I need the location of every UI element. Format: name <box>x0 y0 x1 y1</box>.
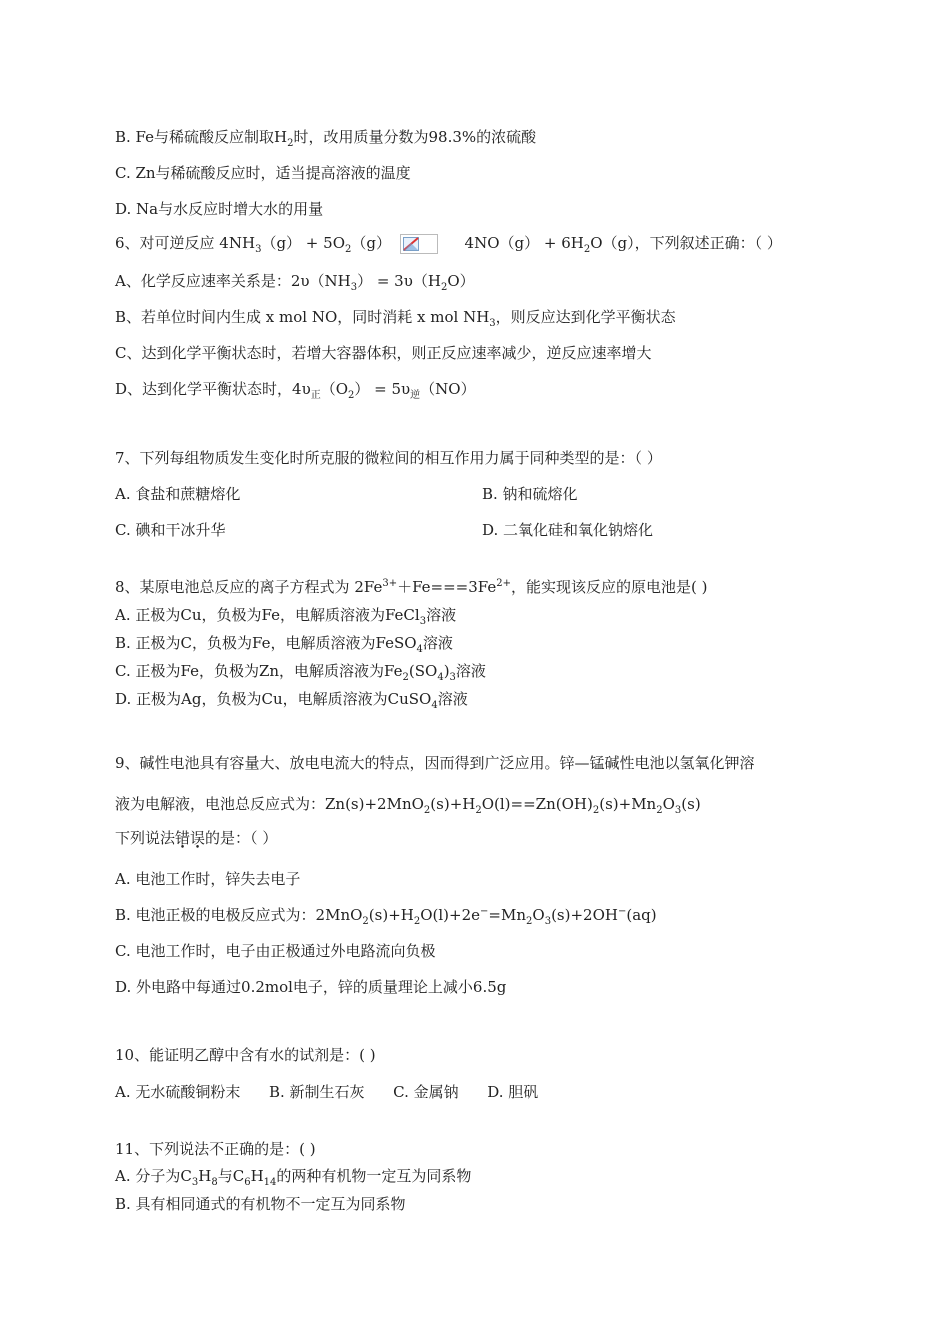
q9-stem-line2: 液为电解液，电池总反应式为：$Zn(s)+2MnO_2(s)+H_2O(l)==Zn(OH)_2(s)+Mn_2O_3(s)$ <box>115 795 701 816</box>
q10-stem: 10、能证明乙醇中含有水的试剂是：( ) <box>115 1046 376 1064</box>
q8-option-d: D. 正极为Ag，负极为Cu，电解质溶液为CuSO$_4$溶液 <box>115 690 468 711</box>
q7-option-c: C. 碘和干冰升华 <box>115 521 226 539</box>
q9-stem-line3: 下列说法错误的是：（ ） <box>115 829 278 847</box>
q6-option-a: A、化学反应速率关系是：$2\upsilon(NH_3) = 3\upsilon(H_2O)$ <box>115 272 475 293</box>
q6-option-c: C、达到化学平衡状态时，若增大容器体积，则正反应速率减少，逆反应速率增大 <box>115 344 652 362</box>
q5-option-d: D. Na与水反应时增大水的用量 <box>115 200 324 218</box>
q6-option-d: D、达到化学平衡状态时，$4\upsilon_正(O_2) = 5\upsilon_逆(NO)$ <box>115 380 476 401</box>
q7-option-a: A. 食盐和蔗糖熔化 <box>115 485 241 503</box>
q7-option-b: B. 钠和硫熔化 <box>482 485 578 503</box>
q5-option-b: B. Fe与稀硫酸反应制取$H_2$时，改用质量分数为98.3%的浓硫酸 <box>115 128 537 149</box>
q9-stem-line1: 9、碱性电池具有容量大、放电电流大的特点，因而得到广泛应用。锌—锰碱性电池以氢氧化钾溶 <box>115 754 755 772</box>
reversible-arrow-image <box>400 234 438 254</box>
q7-option-d: D. 二氧化硅和氧化钠熔化 <box>482 521 654 539</box>
broken-image-icon <box>403 237 419 251</box>
q10-options: A. 无水硫酸铜粉末 B. 新制生石灰 C. 金属钠 D. 胆矾 <box>115 1083 539 1101</box>
q5-option-c: C. Zn与稀硫酸反应时，适当提高溶液的温度 <box>115 164 411 182</box>
q11-option-a: A. 分子为$C_3H_8$与$C_6H_{14}$的两种有机物一定互为同系物 <box>115 1167 472 1188</box>
q9-option-b: B. 电池正极的电极反应式为：$2MnO_2(s)+H_2O(l)+2e^-=Mn_2O_3(s)+2OH^-(aq)$ <box>115 906 657 927</box>
q9-option-d: D. 外电路中每通过0.2mol电子，锌的质量理论上减小6.5g <box>115 978 507 996</box>
q8-option-b: B. 正极为C，负极为Fe，电解质溶液为FeSO$_4$溶液 <box>115 634 453 655</box>
q7-stem: 7、下列每组物质发生变化时所克服的微粒间的相互作用力属于同种类型的是：（ ） <box>115 449 662 467</box>
q9-option-a: A. 电池工作时，锌失去电子 <box>115 870 301 888</box>
q8-option-c: C. 正极为Fe，负极为Zn，电解质溶液为$Fe_2(SO_4)_3$溶液 <box>115 662 486 683</box>
q11-stem: 11、下列说法不正确的是：( ) <box>115 1140 316 1158</box>
q9-option-c: C. 电池工作时，电子由正极通过外电路流向负极 <box>115 942 436 960</box>
q11-option-b: B. 具有相同通式的有机物不一定互为同系物 <box>115 1195 406 1213</box>
q6-stem: 6、对可逆反应 $4NH_3(g) + 5O_2(g)$ $4NO(g) + 6H_2O(g)$，下列叙述正确：（ ） <box>115 234 782 255</box>
q8-option-a: A. 正极为Cu，负极为Fe，电解质溶液为FeCl$_3$溶液 <box>115 606 457 627</box>
q6-option-b: B、若单位时间内生成 x mol NO，同时消耗 x mol $NH_3$，则反应达到化学平衡状态 <box>115 308 676 329</box>
q8-stem: 8、某原电池总反应的离子方程式为 $2Fe^{3+}+Fe===3Fe^{2+}$，能实现该反应的原电池是( ) <box>115 578 708 596</box>
